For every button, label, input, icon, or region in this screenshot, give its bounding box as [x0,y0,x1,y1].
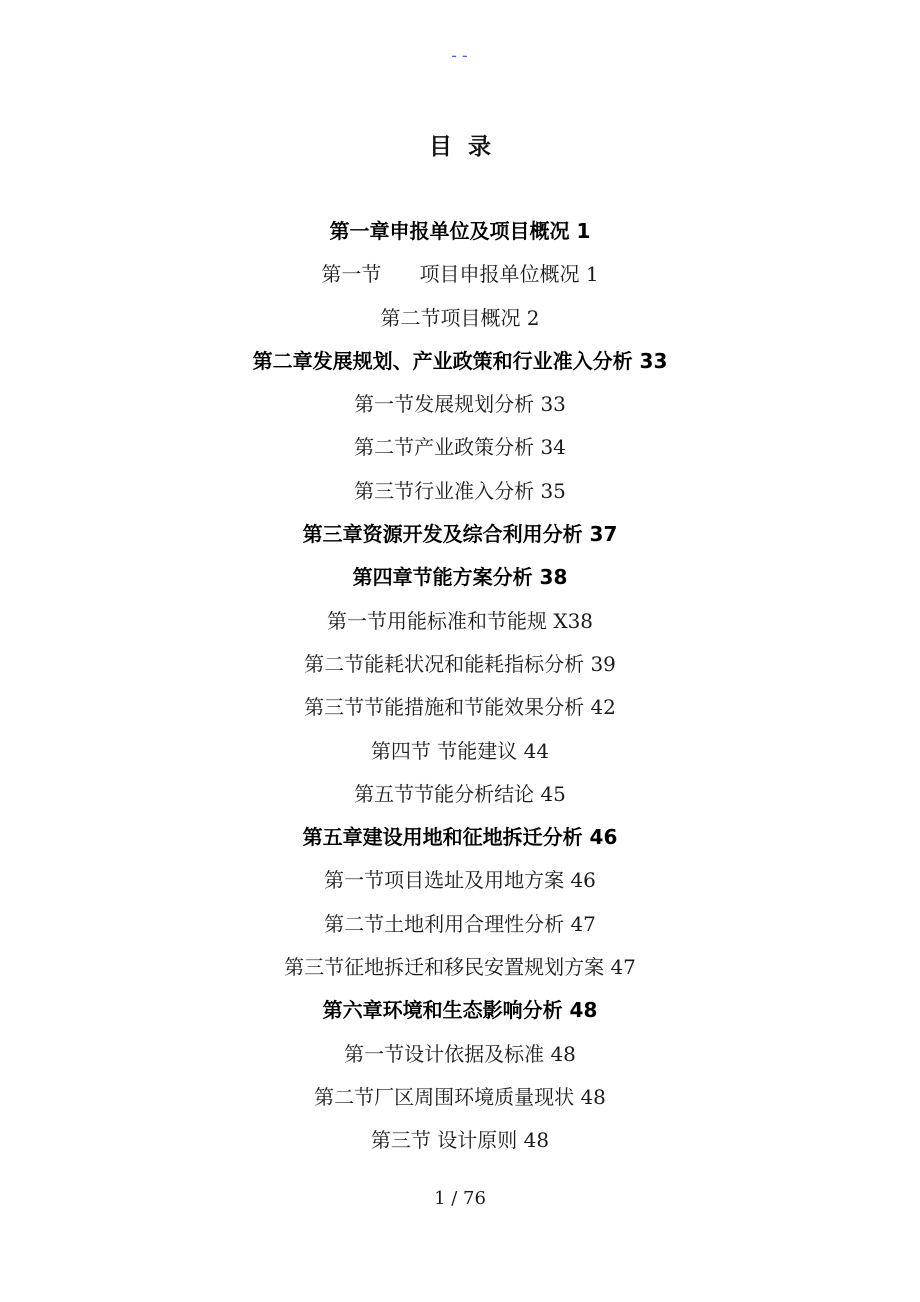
toc-section-entry[interactable]: 第五节节能分析结论 45 [354,781,566,806]
toc-chapter-entry[interactable]: 第二章发展规划、产业政策和行业准入分析 33 [252,348,668,373]
toc-chapter-entry[interactable]: 第一章申报单位及项目概况 1 [329,219,591,243]
toc-section-entry[interactable]: 第一节设计依据及标准 48 [344,1041,576,1066]
toc-chapter-entry[interactable]: 第五章建设用地和征地拆迁分析 46 [302,825,618,850]
toc-section-entry[interactable]: 第三节节能措施和节能效果分析 42 [304,695,616,720]
toc-section-entry[interactable]: 第三节行业准入分析 35 [354,478,566,503]
toc-section-entry[interactable]: 第四节 节能建议 44 [370,738,550,763]
toc-chapter-entry[interactable]: 第六章环境和生态影响分析 48 [322,998,598,1023]
toc-section-entry[interactable]: 第一节 项目申报单位概况 1 [321,262,599,287]
toc-section-entry[interactable]: 第一节发展规划分析 33 [354,392,566,417]
toc-section-entry[interactable]: 第一节项目选址及用地方案 46 [324,868,596,893]
toc-title: 目 录 [428,134,491,160]
toc-chapter-entry[interactable]: 第四章节能方案分析 38 [352,565,568,590]
toc-chapter-entry[interactable]: 第三章资源开发及综合利用分析 37 [302,522,618,547]
toc-section-entry[interactable]: 第二节能耗状况和能耗指标分析 39 [304,651,616,676]
toc-section-entry[interactable]: 第二节项目概况 2 [380,305,540,330]
toc-section-entry[interactable]: 第三节征地拆迁和移民安置规划方案 47 [284,955,636,980]
toc-section-entry[interactable]: 第一节用能标准和节能规 X38 [326,608,594,633]
toc-section-entry[interactable]: 第二节土地利用合理性分析 47 [324,911,596,936]
header-mark: -- [449,46,471,65]
toc-section-entry[interactable]: 第二节产业政策分析 34 [354,435,566,460]
page-number: 1 / 76 [434,1188,486,1209]
table-of-contents [0,210,920,1163]
toc-section-entry[interactable]: 第二节厂区周围环境质量现状 48 [314,1084,606,1109]
toc-section-entry[interactable]: 第三节 设计原则 48 [370,1128,550,1153]
